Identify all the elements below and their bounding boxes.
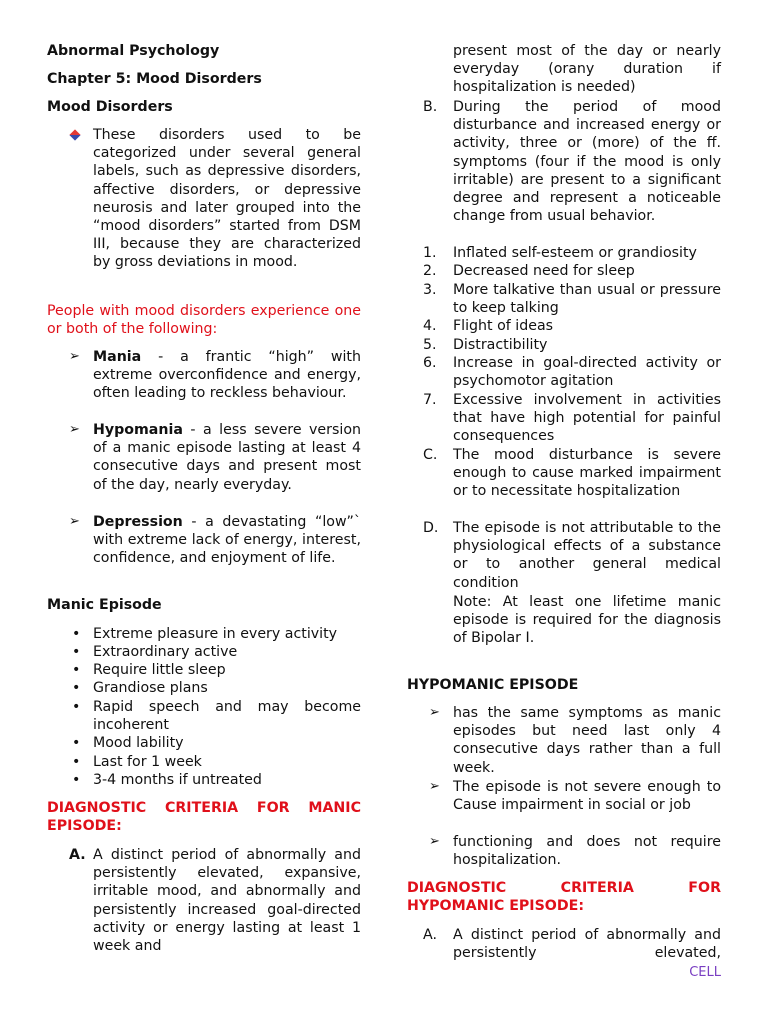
- criterion-marker: A.: [423, 927, 437, 943]
- bullet-dot-icon: •: [72, 699, 81, 715]
- criterion-marker: B.: [423, 99, 438, 115]
- criterion-a-continued: present most of the day or nearly everyday (orany duration if hospitalization is needed): [453, 43, 721, 96]
- intro-paragraph: [93, 126, 361, 272]
- criterion-c-manic: C. The mood disturbance is severe enough to cause marked impairment or to necessitate hospitalization: [423, 447, 721, 500]
- symptom-item: 2. Decreased need for sleep: [423, 263, 635, 279]
- criterion-a-hypomanic: A. A distinct period of abnormally and persistently elevated,: [423, 927, 721, 962]
- bullet-dot-icon: •: [72, 772, 81, 788]
- criterion-marker: D.: [423, 520, 439, 536]
- symptom-item: 6. Increase in goal-directed activity or psychomotor agitation: [423, 355, 721, 390]
- list-item: ➢ has the same symptoms as manic episodes but need last only 4 consecutive days rather than a full week.: [429, 705, 721, 776]
- criterion-a-manic: A. A distinct period of abnormally and persistently elevated, expansive, irritable mood, and abnormally and persistently increased goal-directed activity or energy lasting at least 1 week and: [69, 847, 361, 955]
- footer-label: CELL: [689, 965, 721, 980]
- section-heading-mood-disorders: Mood Disorders: [47, 99, 173, 115]
- criterion-marker: A.: [69, 847, 86, 863]
- criterion-marker: C.: [423, 447, 438, 463]
- arrow-bullet-icon: ➢: [429, 779, 440, 794]
- symptom-item: 4. Flight of ideas: [423, 318, 554, 334]
- people-heading: People with mood disorders experience one or both of the following:: [47, 303, 361, 338]
- diamond-bullet-icon: [71, 126, 91, 144]
- bullet-dot-icon: •: [72, 735, 81, 751]
- list-item: • Extraordinary active: [72, 644, 238, 660]
- list-item: • Mood lability: [72, 735, 184, 751]
- course-title: Abnormal Psychology: [47, 43, 220, 59]
- arrow-bullet-icon: ➢: [429, 834, 440, 849]
- arrow-bullet-icon: ➢: [69, 349, 80, 364]
- list-item: • Last for 1 week: [72, 754, 202, 770]
- mood-type-hypomania: ➢ Hypomania - a less severe version of a manic episode lasting at least 4 consecutive days and present most of the day, nearly everyday.: [69, 422, 361, 493]
- bullet-dot-icon: •: [72, 680, 81, 696]
- list-item: • Grandiose plans: [72, 680, 208, 696]
- bipolar-note: Note: At least one lifetime manic episode is required for the diagnosis of Bipolar I.: [453, 594, 721, 647]
- list-item: • 3-4 months if untreated: [72, 772, 262, 788]
- symptom-item: 1. Inflated self-esteem or grandiosity: [423, 245, 697, 261]
- mood-type-mania: ➢ Mania - a frantic “high” with extreme overconfidence and energy, often leading to reckless behaviour.: [69, 349, 361, 402]
- symptom-item: 3. More talkative than usual or pressure to keep talking: [423, 282, 721, 317]
- diagnostic-criteria-hypomanic-heading: DIAGNOSTIC CRITERIA FOR HYPOMANIC EPISODE:: [407, 880, 721, 915]
- list-item: ➢ functioning and does not require hospitalization.: [429, 834, 721, 869]
- arrow-bullet-icon: ➢: [69, 422, 80, 437]
- manic-episode-heading: Manic Episode: [47, 597, 162, 613]
- bullet-dot-icon: •: [72, 626, 81, 642]
- arrow-bullet-icon: ➢: [429, 705, 440, 720]
- bullet-dot-icon: •: [72, 662, 81, 678]
- list-item: • Rapid speech and may become incoherent: [72, 699, 361, 734]
- symptom-item: 5. Distractibility: [423, 337, 548, 353]
- criterion-d-manic: D. The episode is not attributable to the physiological effects of a substance or to another general medical condition: [423, 520, 721, 591]
- chapter-title: Chapter 5: Mood Disorders: [47, 71, 262, 87]
- list-item: ➢ The episode is not severe enough to Cause impairment in social or job: [429, 779, 721, 814]
- criterion-b-manic: B. During the period of mood disturbance and increased energy or activity, three or (more) of the ff. symptoms (four if the mood is only irritable) are present to a significant degree and represent a noticeable change from usual behavior.: [423, 99, 721, 225]
- arrow-bullet-icon: ➢: [69, 514, 80, 529]
- intro-text: These disorders used to be categorized under several general labels, such as depressive disorders, affective disorders, or depressive neurosis and later grouped into the “mood disorders” started from DSM III, because they are characterized by gross deviations in mood.: [93, 127, 361, 271]
- symptom-item: 7. Excessive involvement in activities that have high potential for painful consequences: [423, 392, 721, 445]
- diagnostic-criteria-manic-heading: DIAGNOSTIC CRITERIA FOR MANIC EPISODE:: [47, 800, 361, 835]
- hypomanic-episode-heading: HYPOMANIC EPISODE: [407, 677, 579, 693]
- bullet-dot-icon: •: [72, 644, 81, 660]
- list-item: • Extreme pleasure in every activity: [72, 626, 338, 642]
- mood-type-depression: ➢ Depression - a devastating “low”` with extreme lack of energy, interest, confidence, and enjoyment of life.: [69, 514, 361, 567]
- bullet-dot-icon: •: [72, 754, 81, 770]
- list-item: • Require little sleep: [72, 662, 226, 678]
